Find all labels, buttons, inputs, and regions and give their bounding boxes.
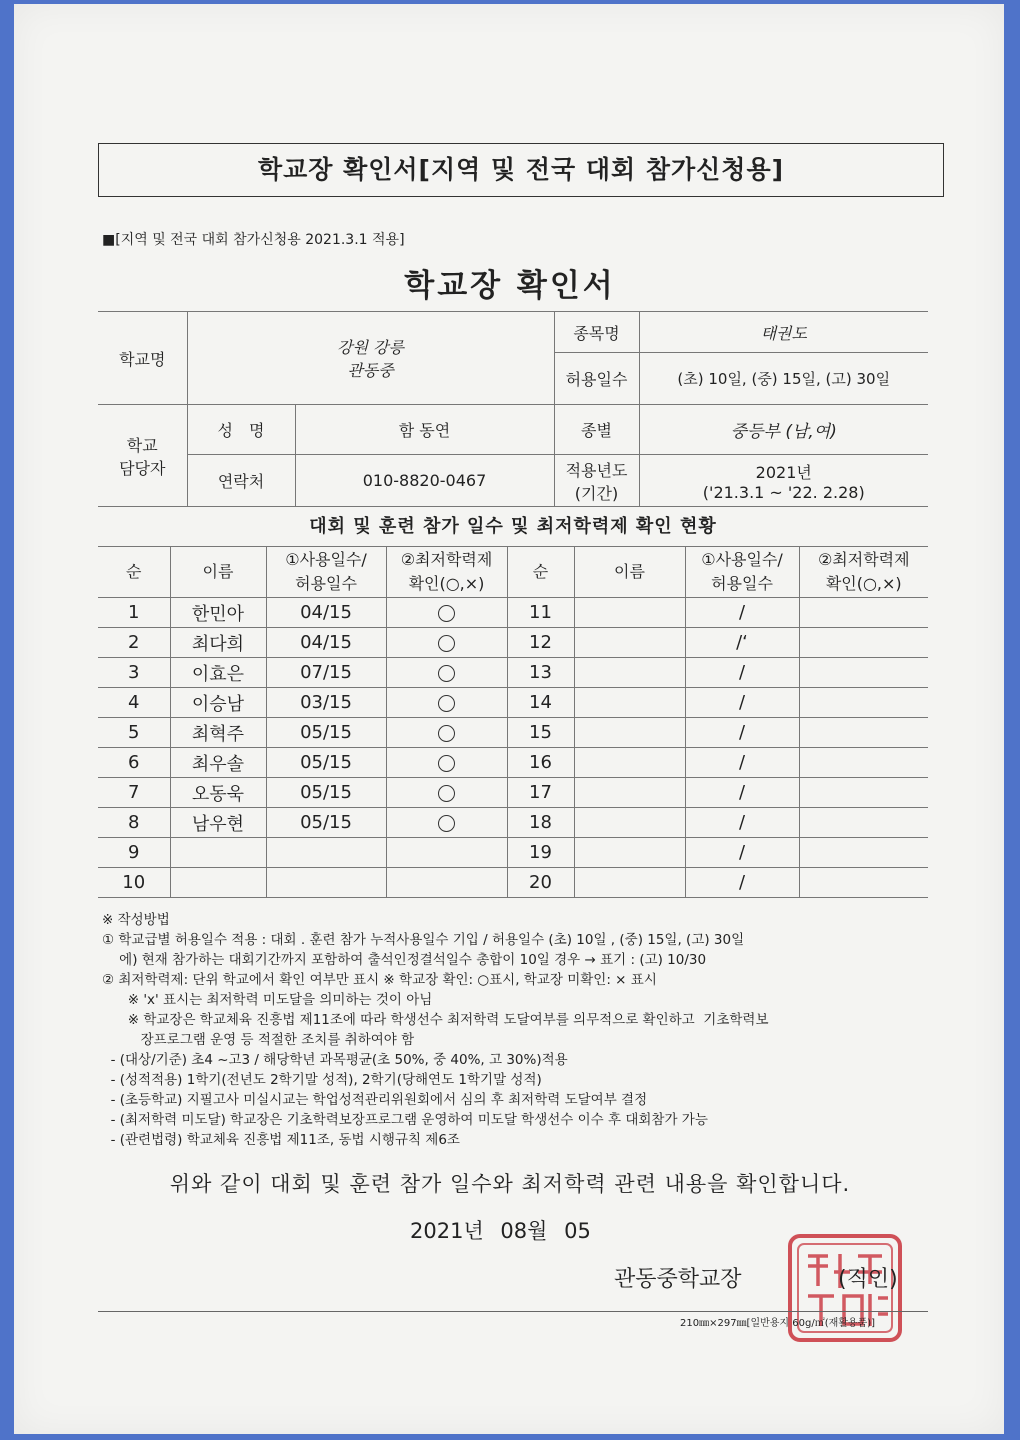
circle-check-icon (438, 785, 455, 802)
row-check (799, 838, 928, 868)
row-no: 17 (507, 778, 574, 808)
row-check (386, 748, 507, 778)
document-title: 학교장 확인서 (404, 268, 616, 304)
table-row (98, 628, 928, 658)
row-no: 10 (98, 868, 170, 898)
header-name-2: 이름 (574, 547, 685, 598)
row-check (386, 598, 507, 628)
row-no: 3 (98, 658, 170, 688)
issue-date (410, 1215, 591, 1245)
row-check (386, 688, 507, 718)
row-days: /‘ (685, 628, 799, 658)
row-check (386, 718, 507, 748)
category-value: 중등부 (남,여) (639, 405, 928, 455)
school-info-table (98, 311, 928, 507)
row-days: / (685, 658, 799, 688)
row-no: 13 (507, 658, 574, 688)
row-days: 05/15 (266, 808, 386, 838)
row-name: 이효은 (170, 658, 266, 688)
confirmation-text: 위와 같이 대회 및 훈련 참가 일수와 최저학력 관련 내용을 확인합니다. (169, 1172, 851, 1196)
row-name (574, 688, 685, 718)
row-no: 20 (507, 868, 574, 898)
circle-check-icon (438, 725, 455, 742)
circle-check-icon (438, 635, 455, 652)
contact-label: 연락처 (187, 455, 295, 507)
note-line: - (최저학력 미도달) 학교장은 기초학력보장프로그램 운영하여 미도달 학생선수 이수 후 대회참가 가능 (102, 1112, 708, 1128)
row-check (799, 688, 928, 718)
row-no: 16 (507, 748, 574, 778)
row-check (799, 808, 928, 838)
row-name: 최우솔 (170, 748, 266, 778)
table-row (98, 808, 928, 838)
note-line: 장프로그램 운영 등 적절한 조치를 취하여야 함 (102, 1032, 415, 1048)
year-label: 적용년도 (기간) (554, 455, 639, 507)
note-line: ※ 학교장은 학교체육 진흥법 제11조에 따라 학생선수 최저학력 도달여부를 의무적으로 확인하고 기초학력보 (102, 1012, 769, 1028)
bottom-rule (98, 1311, 928, 1312)
row-name (574, 658, 685, 688)
row-name: 최혁주 (170, 718, 266, 748)
row-days: 03/15 (266, 688, 386, 718)
paper-spec-footer: 210㎜×297㎜[일반용지 60g/㎡(재활용품)] (680, 1318, 876, 1329)
row-days: / (685, 808, 799, 838)
table-row (98, 838, 928, 868)
row-days: / (685, 688, 799, 718)
row-check (386, 778, 507, 808)
row-days: / (685, 748, 799, 778)
name-label: 성 명 (187, 405, 295, 455)
row-no: 4 (98, 688, 170, 718)
subnote: ■[지역 및 전국 대회 참가신청용 2021.3.1 적용] (102, 232, 405, 248)
row-check (799, 748, 928, 778)
allowed-days-value: (초) 10일, (중) 15일, (고) 30일 (639, 353, 928, 405)
row-days: 07/15 (266, 658, 386, 688)
school-name-label: 학교명 (98, 312, 187, 405)
row-name (574, 868, 685, 898)
table-row (98, 598, 928, 628)
row-check (386, 808, 507, 838)
note-line: ※ 'x' 표시는 최저학력 미도달을 의미하는 것이 아님 (102, 992, 433, 1008)
row-check (386, 838, 507, 868)
circle-check-icon (438, 695, 455, 712)
row-days: 05/15 (266, 748, 386, 778)
row-days: 04/15 (266, 598, 386, 628)
row-days: / (685, 718, 799, 748)
row-days (266, 868, 386, 898)
row-name (574, 778, 685, 808)
row-check (799, 868, 928, 898)
row-no: 19 (507, 838, 574, 868)
row-name: 오동욱 (170, 778, 266, 808)
row-check (799, 778, 928, 808)
row-days (266, 838, 386, 868)
row-check (386, 868, 507, 898)
row-no: 12 (507, 628, 574, 658)
header-name: 이름 (170, 547, 266, 598)
date-day: 05 (564, 1219, 591, 1243)
row-no: 1 (98, 598, 170, 628)
name-value: 함 동연 (295, 405, 554, 455)
row-name: 이승남 (170, 688, 266, 718)
note-line: ※ 작성방법 (102, 912, 170, 928)
school-name-value: 강원 강릉 관동중 (187, 312, 554, 405)
event-value: 태권도 (639, 312, 928, 353)
row-no: 15 (507, 718, 574, 748)
row-name (170, 838, 266, 868)
circle-check-icon (438, 605, 455, 622)
row-no: 9 (98, 838, 170, 868)
row-no: 18 (507, 808, 574, 838)
row-no: 2 (98, 628, 170, 658)
category-label: 종별 (554, 405, 639, 455)
note-line: 에) 현재 참가하는 대회기간까지 포함하여 출석인정결석일수 총합이 10일 경우 → 표기 : (고) 10/30 (102, 952, 707, 968)
row-no: 5 (98, 718, 170, 748)
participants-table (98, 546, 928, 898)
allowed-days-label: 허용일수 (554, 353, 639, 405)
contact-value: 010-8820-0467 (295, 455, 554, 507)
row-name (170, 868, 266, 898)
table-row (98, 718, 928, 748)
row-name: 남우현 (170, 808, 266, 838)
circle-check-icon (438, 665, 455, 682)
row-check (386, 628, 507, 658)
row-no: 14 (507, 688, 574, 718)
row-check (799, 718, 928, 748)
header-no-2: 순 (507, 547, 574, 598)
header-check: ②최저학력제 확인(○,×) (386, 547, 507, 598)
circle-check-icon (438, 815, 455, 832)
table-row (98, 658, 928, 688)
table-row (98, 688, 928, 718)
circle-check-icon (438, 755, 455, 772)
row-no: 7 (98, 778, 170, 808)
date-year: 2021년 (410, 1219, 484, 1243)
header-days-2: ①사용일수/ 허용일수 (685, 547, 799, 598)
signer-name: 관동중학교장 (614, 1267, 742, 1292)
table-row (98, 868, 928, 898)
row-days: / (685, 838, 799, 868)
row-check (799, 658, 928, 688)
row-name (574, 598, 685, 628)
row-name (574, 718, 685, 748)
row-check (799, 628, 928, 658)
row-no: 8 (98, 808, 170, 838)
row-name (574, 748, 685, 778)
row-days: / (685, 868, 799, 898)
header-no: 순 (98, 547, 170, 598)
manager-label: 학교 담당자 (98, 405, 187, 507)
row-days: / (685, 598, 799, 628)
note-line: - (관련법령) 학교체육 진흥법 제11조, 동법 시행규칙 제6조 (102, 1132, 460, 1148)
instructions-notes (102, 910, 769, 1150)
table-row (98, 778, 928, 808)
seal-label: (직인) (838, 1267, 898, 1292)
header-check-2: ②최저학력제 확인(○,×) (799, 547, 928, 598)
row-no: 11 (507, 598, 574, 628)
header-days: ①사용일수/ 허용일수 (266, 547, 386, 598)
row-days: 04/15 (266, 628, 386, 658)
note-line: - (대상/기준) 초4 ~고3 / 해당학년 과목평균(초 50%, 중 40%, 고 30%)적용 (102, 1052, 568, 1068)
date-month: 08월 (500, 1219, 548, 1243)
row-check (799, 598, 928, 628)
note-line: - (성적적용) 1학기(전년도 2학기말 성적), 2학기(당해연도 1학기말 성적) (102, 1072, 542, 1088)
row-check (386, 658, 507, 688)
row-days: 05/15 (266, 718, 386, 748)
row-days: 05/15 (266, 778, 386, 808)
row-name: 최다희 (170, 628, 266, 658)
row-name (574, 628, 685, 658)
note-line: ② 최저학력제: 단위 학교에서 확인 여부만 표시 ※ 학교장 확인: ○표시, 학교장 미확인: × 표시 (102, 972, 657, 988)
row-days: / (685, 778, 799, 808)
note-line: ① 학교급별 허용일수 적용 : 대회 . 훈련 참가 누적사용일수 기입 / 허용일수 (초) 10일 , (중) 15일, (고) 30일 (102, 932, 745, 948)
section-title: 대회 및 훈련 참가 일수 및 최저학력제 확인 현황 (309, 516, 717, 537)
note-line: - (초등학교) 지필고사 미실시교는 학업성적관리위원회에서 심의 후 최저학력 도달여부 결정 (102, 1092, 648, 1108)
row-name (574, 838, 685, 868)
row-name (574, 808, 685, 838)
row-no: 6 (98, 748, 170, 778)
row-name: 한민아 (170, 598, 266, 628)
participants-header-row (98, 547, 928, 598)
year-value: 2021년 ('21.3.1 ~ '22. 2.28) (639, 455, 928, 507)
participants-body (98, 547, 928, 898)
table-row (98, 748, 928, 778)
event-label: 종목명 (554, 312, 639, 353)
header-title-box: 학교장 확인서[지역 및 전국 대회 참가신청용] (98, 143, 944, 197)
